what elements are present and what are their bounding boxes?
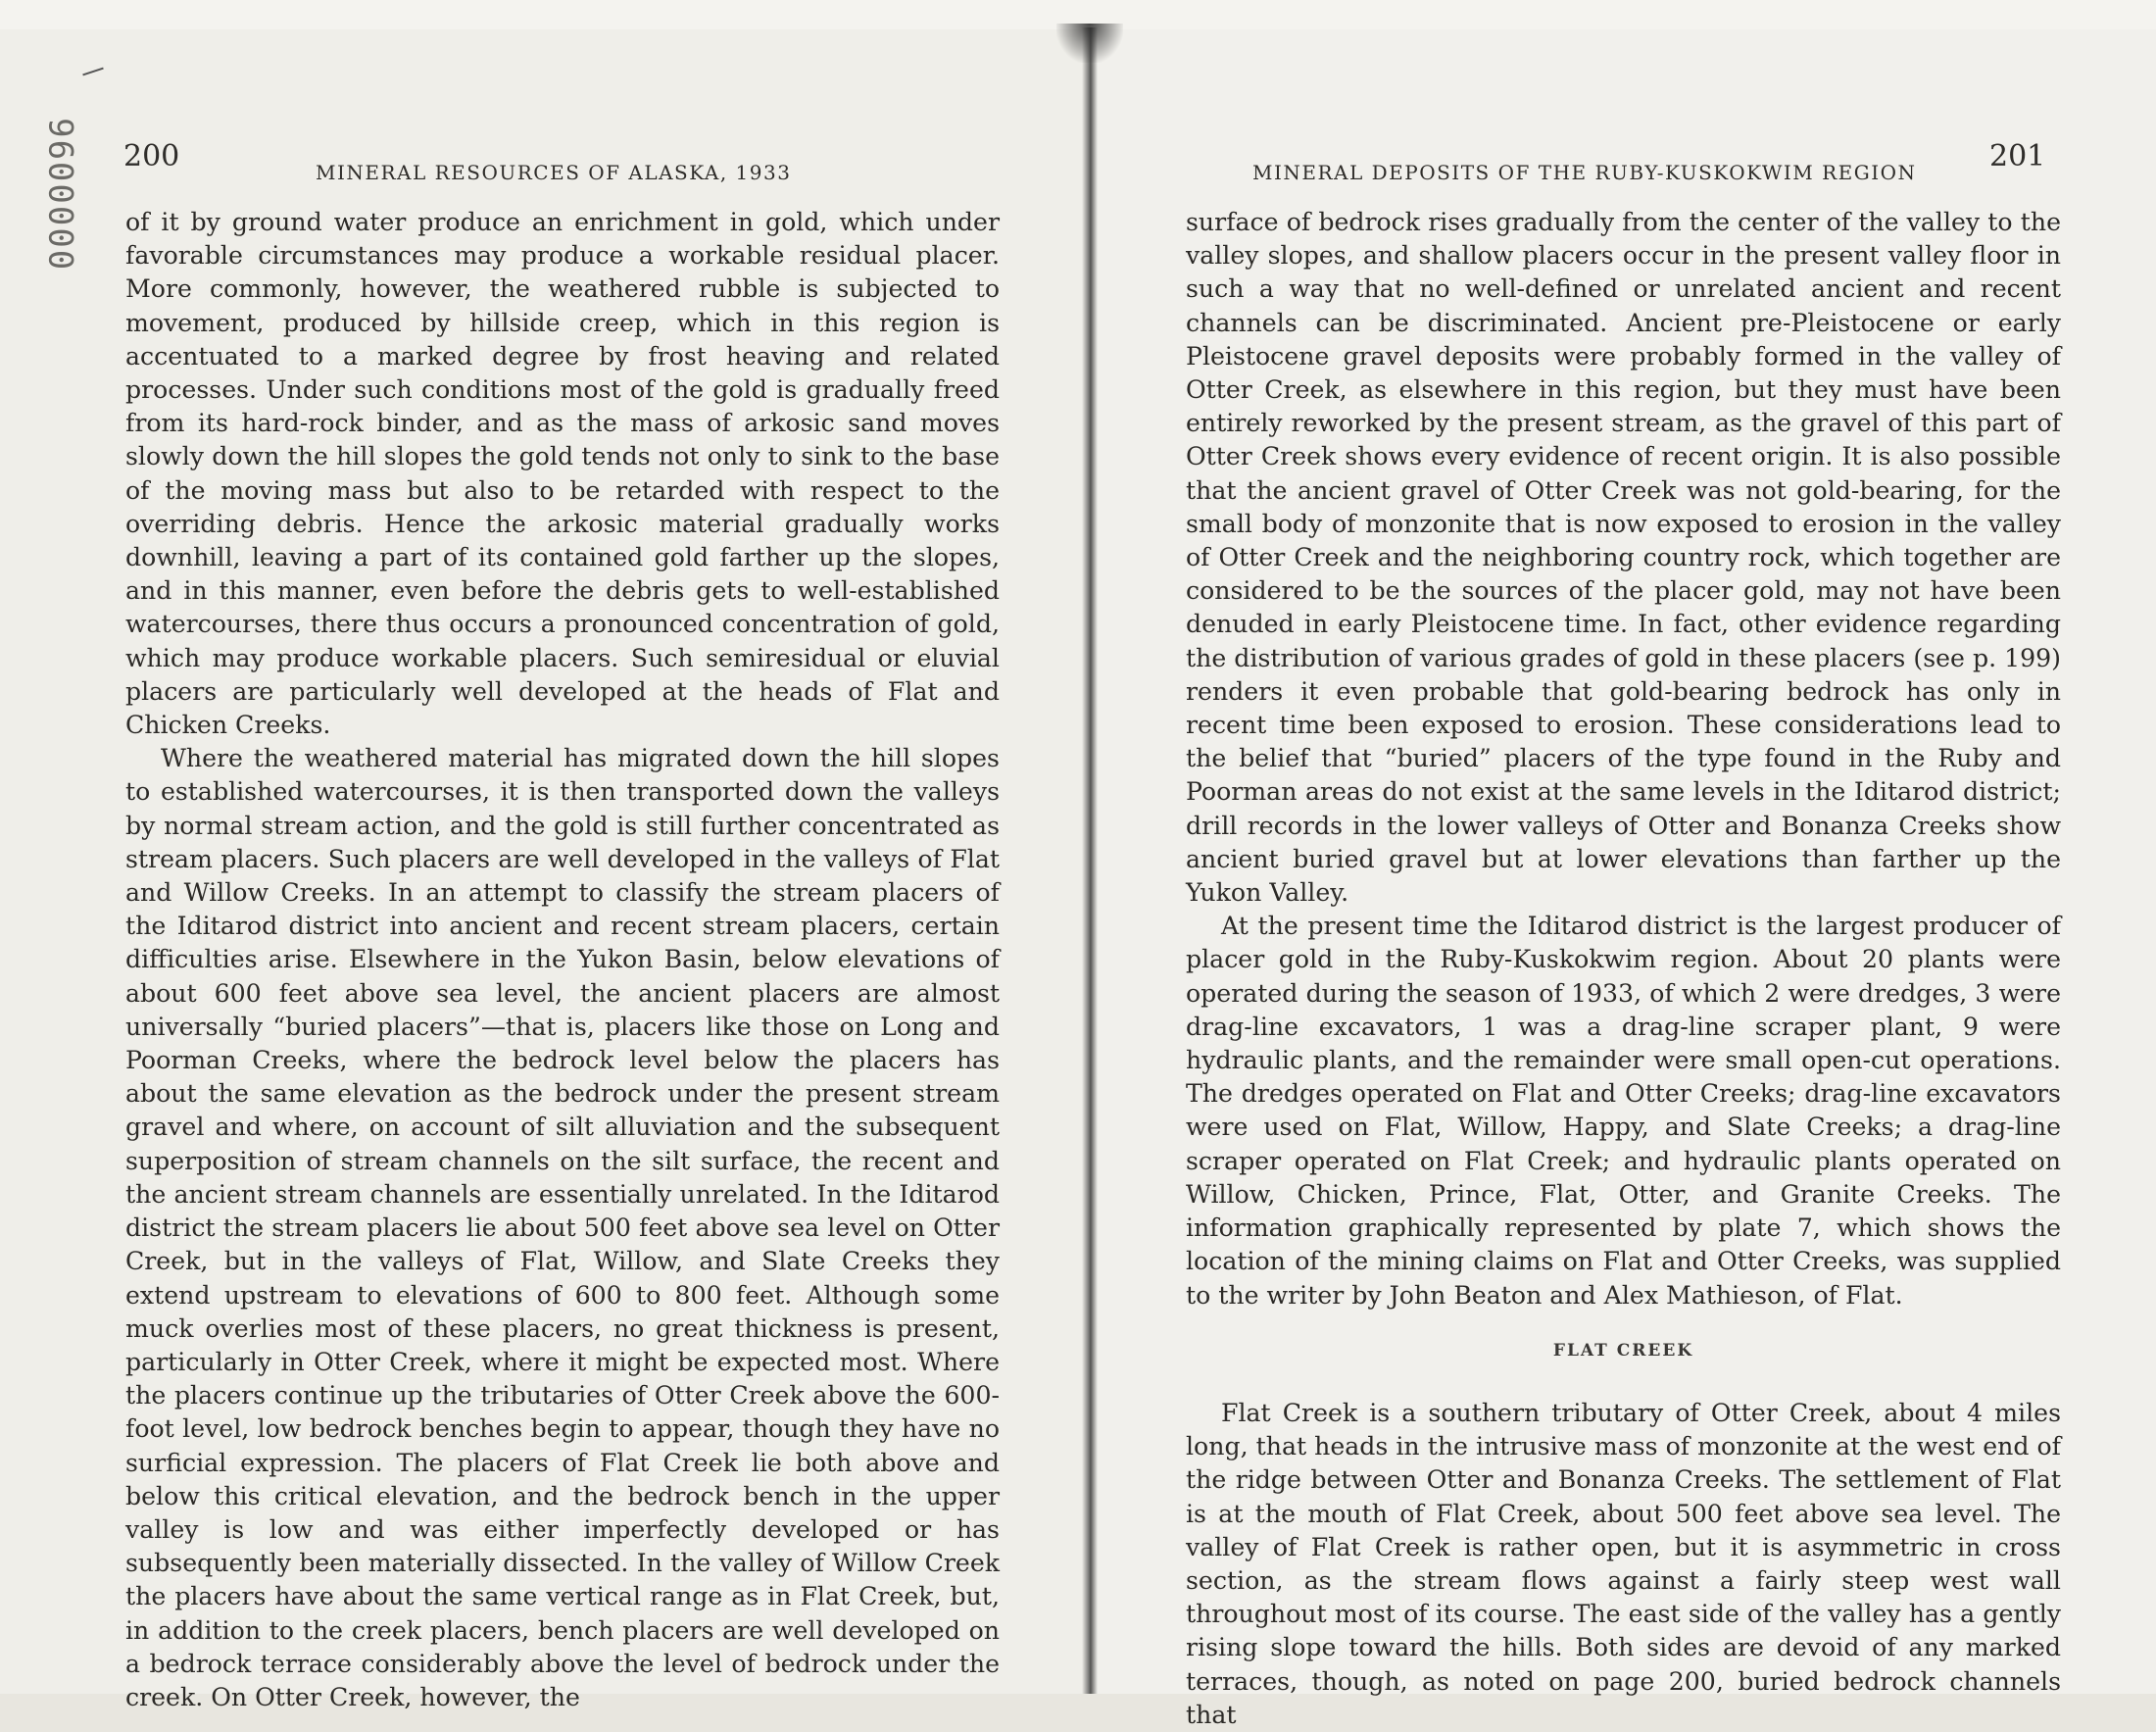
section-heading-flat-creek: FLAT CREEK — [1552, 1340, 1694, 1361]
left-running-title: MINERAL RESOURCES OF ALASKA, 1933 — [316, 161, 792, 184]
right-running-title: MINERAL DEPOSITS OF THE RUBY-KUSKOKWIM REGION — [1252, 161, 1917, 184]
gutter-shadow — [1056, 24, 1123, 63]
book-gutter — [1082, 27, 1098, 1694]
left-page — [0, 29, 1090, 1711]
right-page — [1090, 29, 2156, 1729]
right-page-number: 201 — [1989, 139, 2046, 173]
left-paragraph-1: of it by ground water produce an enrichment in gold, which under favorable circumstances may produce a workable residual placer. More commonly, however, the weathered rubble is subjected to movement, produced by hillside creep, which in this region is accentuated to a marked degree by frost heaving and related processes. Under such conditions most of the gold is gradually freed from its hard-rock binder, and as the mass of arkosic sand moves slowly down the hill slopes the gold tends not only to sink to the base of the moving mass but also to be retarded with respect to the overriding debris. Hence the arkosic material gradually works downhill, leaving a part of its contained gold farther up the slopes, and in this manner, even before the debris gets to well-established watercourses, there thus occurs a pronounced concentration of gold, which may produce workable placers. Such semiresidual or eluvial placers are particularly well developed at the heads of Flat and Chicken Creeks. — [125, 208, 1000, 740]
right-paragraph-3: Flat Creek is a southern tributary of Otter Creek, about 4 miles long, that heads in the intrusive mass of monzonite at the west end of the ridge between Otter and Bonanza Creeks. The settlement of Flat is at the mouth of Flat Creek, about 500 feet above sea level. The valley of Flat Creek is rather open, but it is asymmetric in cross section, as the stream flows against a fairly steep west wall throughout most of its course. The east side of the valley has a gently rising slope toward the hills. Both sides are devoid of any marked terraces, though, as noted on page 200, buried bedrock channels that — [1186, 1398, 2061, 1729]
left-running-head — [123, 139, 1005, 184]
left-paragraph-2: Where the weathered material has migrated down the hill slopes to established watercourses, it is then transported down the valleys by normal stream action, and the gold is still further concentrated as stream placers. Such placers are well developed in the valleys of Flat and Willow Creeks. In an attempt to classify the stream placers of the Iditarod district into ancient and recent stream placers, certain difficulties arise. Elsewhere in the Yukon Basin, below elevations of about 600 feet above sea level, the ancient placers are almost universally “buried placers”—that is, placers like those on Long and Poorman Creeks, where the bedrock level below the placers has about the same elevation as the bedrock under the present stream gravel and where, on account of silt alluviation and the subsequent superposition of stream channels on the silt surface, the recent and the ancient stream channels are essentially unrelated. In the Iditarod district the stream placers lie about 500 feet above sea level on Otter Creek, but in the valleys of Flat, Willow, and Slate Creeks they extend upstream to elevations of 600 to 800 feet. Although some muck overlies most of these placers, no great thickness is present, particularly in Otter Creek, where it might be expected most. Where the placers continue up the tributaries of Otter Creek above the 600-foot level, low bedrock benches begin to appear, though they have no surficial expression. The placers of Flat Creek lie both above and below this critical elevation, and the bedrock bench in the upper valley is low and was either imperfectly developed or has subsequently been materially dissected. In the valley of Willow Creek the placers have about the same vertical range as in Flat Creek, but, in addition to the creek placers, bench placers are well developed on a bedrock terrace considerably above the level of bedrock under the creek. On Otter Creek, however, the — [125, 744, 1000, 1711]
right-paragraph-2: At the present time the Iditarod district is the largest producer of placer gold in the Ruby-Kuskokwim region. About 20 plants were operated during the season of 1933, of which 2 were dredges, 3 were drag-line excavators, 1 was a drag-line scraper plant, 9 were hydraulic plants, and the remainder were small open-cut operations. The dredges operated on Flat and Otter Creeks; drag-line excavators were used on Flat, Willow, Happy, and Slate Creeks; a drag-line scraper operated on Flat Creek; and hydraulic plants operated on Willow, Chicken, Prince, Flat, Otter, and Granite Creeks. The information graphically represented by plate 7, which shows the location of the mining claims on Flat and Otter Creeks, was supplied to the writer by John Beaton and Alex Mathieson, of Flat. — [1186, 912, 2061, 1310]
right-running-head — [1247, 139, 2109, 184]
left-body-text — [125, 206, 1000, 1714]
right-paragraph-1: surface of bedrock rises gradually from the center of the valley to the valley slopes, and shallow placers occur in the present valley floor in such a way that no well-defined or unrelated ancient and recent channels can be discriminated. Ancient pre-Pleistocene or early Pleistocene gravel deposits were probably formed in the valley of Otter Creek, as elsewhere in this region, but they must have been entirely reworked by the present stream, as the gravel of this part of Otter Creek shows every evidence of recent origin. It is also possible that the ancient gravel of Otter Creek was not gold-bearing, for the small body of monzonite that is now exposed to erosion in the valley of Otter Creek and the neighboring country rock, which together are considered to be the sources of the placer gold, may not have been denuded in early Pleistocene time. In fact, other evidence regarding the distribution of various grades of gold in these placers (see p. 199) renders it even probable that gold-bearing bedrock has only in recent time been exposed to erosion. These considerations lead to the belief that “buried” placers of the type found in the Ruby and Poorman areas do not exist at the same levels in the Iditarod district; drill records in the lower valleys of Otter and Bonanza Creeks show ancient buried gravel but at lower elevations than farther up the Yukon Valley. — [1186, 208, 2061, 908]
archive-stamp-number: 0000096 — [43, 116, 82, 271]
left-page-number: 200 — [123, 139, 180, 173]
right-body-text — [1186, 206, 2061, 1732]
